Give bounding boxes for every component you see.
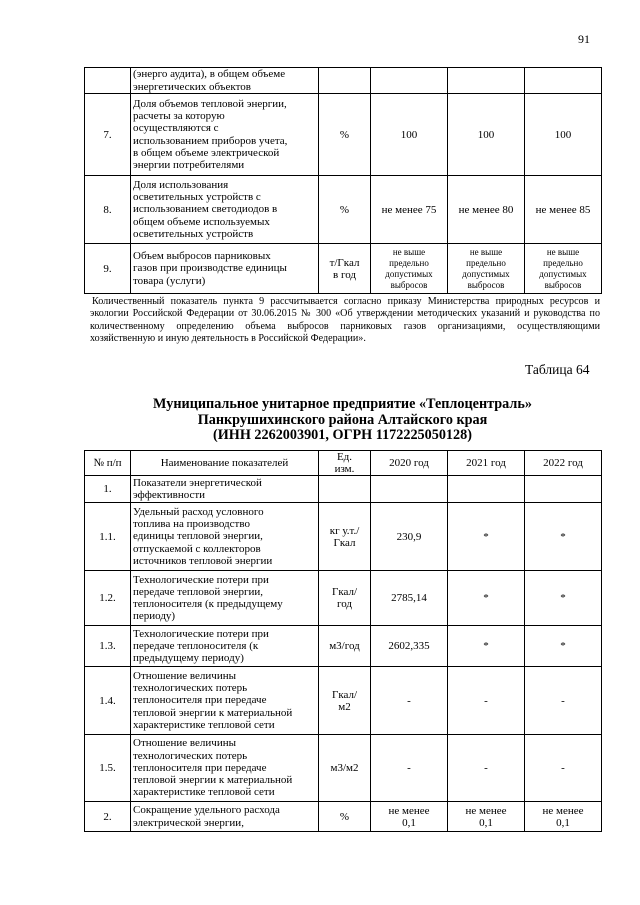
value-2021 xyxy=(448,476,525,503)
row-number xyxy=(85,68,131,94)
unit-cell: Гкал/ год xyxy=(319,571,371,626)
value-2020 xyxy=(371,68,448,94)
value-2021: * xyxy=(448,571,525,626)
value-2021: не менее 80 xyxy=(448,176,525,244)
header-name: Наименование показателей xyxy=(131,451,319,476)
table-row xyxy=(85,503,602,571)
energy-efficiency-table xyxy=(84,450,602,832)
indicator-name: Отношение величины технологических потерь теплоносителя при передаче тепловой энергии к материальной характеристике тепловой сети xyxy=(131,667,319,735)
row-number: 2. xyxy=(85,802,131,832)
value-2020: не менее 75 xyxy=(371,176,448,244)
value-2020: 2602,335 xyxy=(371,626,448,667)
indicator-name: Показатели энергетической эффективности xyxy=(131,476,319,503)
value-2022: * xyxy=(525,503,602,571)
unit-cell: кг у.т./ Гкал xyxy=(319,503,371,571)
value-2021: - xyxy=(448,735,525,802)
table-number: Таблица 64 xyxy=(525,362,590,377)
table-row xyxy=(85,476,602,503)
indicator-name: Технологические потери при передаче теплоносителя (к предыдущему периоду) xyxy=(131,626,319,667)
table-row xyxy=(85,667,602,735)
value-2022: * xyxy=(525,626,602,667)
row-number: 8. xyxy=(85,176,131,244)
value-2021: не менее 0,1 xyxy=(448,802,525,832)
table-row xyxy=(85,802,602,832)
value-2020: 2785,14 xyxy=(371,571,448,626)
value-2020: - xyxy=(371,735,448,802)
indicator-name: Объем выбросов парниковых газов при производстве единицы товара (услуги) xyxy=(131,244,319,294)
table-row xyxy=(85,94,602,176)
unit-cell: м3/м2 xyxy=(319,735,371,802)
indicator-name: Доля объемов тепловой энергии, расчеты за которую осуществляются с использованием приборов учета, в общем объеме электрической энергии потребителями xyxy=(131,94,319,176)
indicator-name: Технологические потери при передаче тепловой энергии, теплоносителя (к предыдущему периоду) xyxy=(131,571,319,626)
indicator-name: Отношение величины технологических потерь теплоносителя при передаче тепловой энергии к материальной характеристике тепловой сети xyxy=(131,735,319,802)
value-2021: - xyxy=(448,667,525,735)
row-number: 1.3. xyxy=(85,626,131,667)
table-row xyxy=(85,176,602,244)
value-2021: 100 xyxy=(448,94,525,176)
row-number: 1.5. xyxy=(85,735,131,802)
value-2020: - xyxy=(371,667,448,735)
unit-cell: % xyxy=(319,802,371,832)
unit-cell xyxy=(319,476,371,503)
page-number: 91 xyxy=(578,32,590,46)
title-line: Панкрушихинского района Алтайского края xyxy=(197,411,488,428)
title-line: Муниципальное унитарное предприятие «Теплоцентраль» xyxy=(153,396,532,412)
header-2020: 2020 год xyxy=(371,451,448,476)
title-line: (ИНН 2262003901, ОГРН 1172225050128) xyxy=(213,427,472,443)
unit-cell: % xyxy=(319,94,371,176)
header-2022: 2022 год xyxy=(525,451,602,476)
value-2020: не менее 0,1 xyxy=(371,802,448,832)
table-row xyxy=(85,626,602,667)
header-2021: 2021 год xyxy=(448,451,525,476)
table-row xyxy=(85,68,602,94)
table-row xyxy=(85,571,602,626)
unit-cell xyxy=(319,68,371,94)
indicator-name: Удельный расход условного топлива на производство единицы тепловой энергии, отпускаемой с коллекторов источников тепловой энергии xyxy=(131,503,319,571)
row-number: 9. xyxy=(85,244,131,294)
table-header-row xyxy=(85,451,602,476)
table-row xyxy=(85,735,602,802)
value-2021: не выше предельно допустимых выбросов xyxy=(448,244,525,294)
indicator-name: Доля использования осветительных устройств с использованием светодиодов в общем объеме используемых осветительных устройств xyxy=(131,176,319,244)
value-2021: * xyxy=(448,626,525,667)
value-2020 xyxy=(371,476,448,503)
table-row xyxy=(85,244,602,294)
value-2021 xyxy=(448,68,525,94)
value-2022 xyxy=(525,476,602,503)
table-title xyxy=(84,397,601,444)
value-2022: * xyxy=(525,571,602,626)
value-2022: не менее 0,1 xyxy=(525,802,602,832)
unit-cell: % xyxy=(319,176,371,244)
row-number: 7. xyxy=(85,94,131,176)
value-2021: * xyxy=(448,503,525,571)
value-2022 xyxy=(525,68,602,94)
value-2020: не выше предельно допустимых выбросов xyxy=(371,244,448,294)
header-unit: Ед. изм. xyxy=(319,451,371,476)
value-2022: 100 xyxy=(525,94,602,176)
value-2022: не выше предельно допустимых выбросов xyxy=(525,244,602,294)
unit-cell: т/Гкал в год xyxy=(319,244,371,294)
value-2020: 100 xyxy=(371,94,448,176)
row-number: 1.1. xyxy=(85,503,131,571)
footnote: Количественный показатель пункта 9 рассчитывается согласно приказу Министерства природных ресурсов и экологии Российской Федерации от 30.06.2015 № 300 «Об утверждении методических указаний и руководства по количественному определению объема выбросов парниковых газов организациями, осуществляющими хозяйственную и иную деятельность в Российской Федерации». xyxy=(90,296,600,345)
indicator-name: Сокращение удельного расхода электрической энергии, xyxy=(131,802,319,832)
value-2020: 230,9 xyxy=(371,503,448,571)
row-number: 1. xyxy=(85,476,131,503)
row-number: 1.4. xyxy=(85,667,131,735)
indicator-name: (энерго аудита), в общем объеме энергетических объектов xyxy=(131,68,319,94)
value-2022: - xyxy=(525,667,602,735)
unit-cell: м3/год xyxy=(319,626,371,667)
value-2022: не менее 85 xyxy=(525,176,602,244)
header-num: № п/п xyxy=(85,451,131,476)
value-2022: - xyxy=(525,735,602,802)
row-number: 1.2. xyxy=(85,571,131,626)
unit-cell: Гкал/ м2 xyxy=(319,667,371,735)
indicators-table-continued xyxy=(84,67,602,294)
